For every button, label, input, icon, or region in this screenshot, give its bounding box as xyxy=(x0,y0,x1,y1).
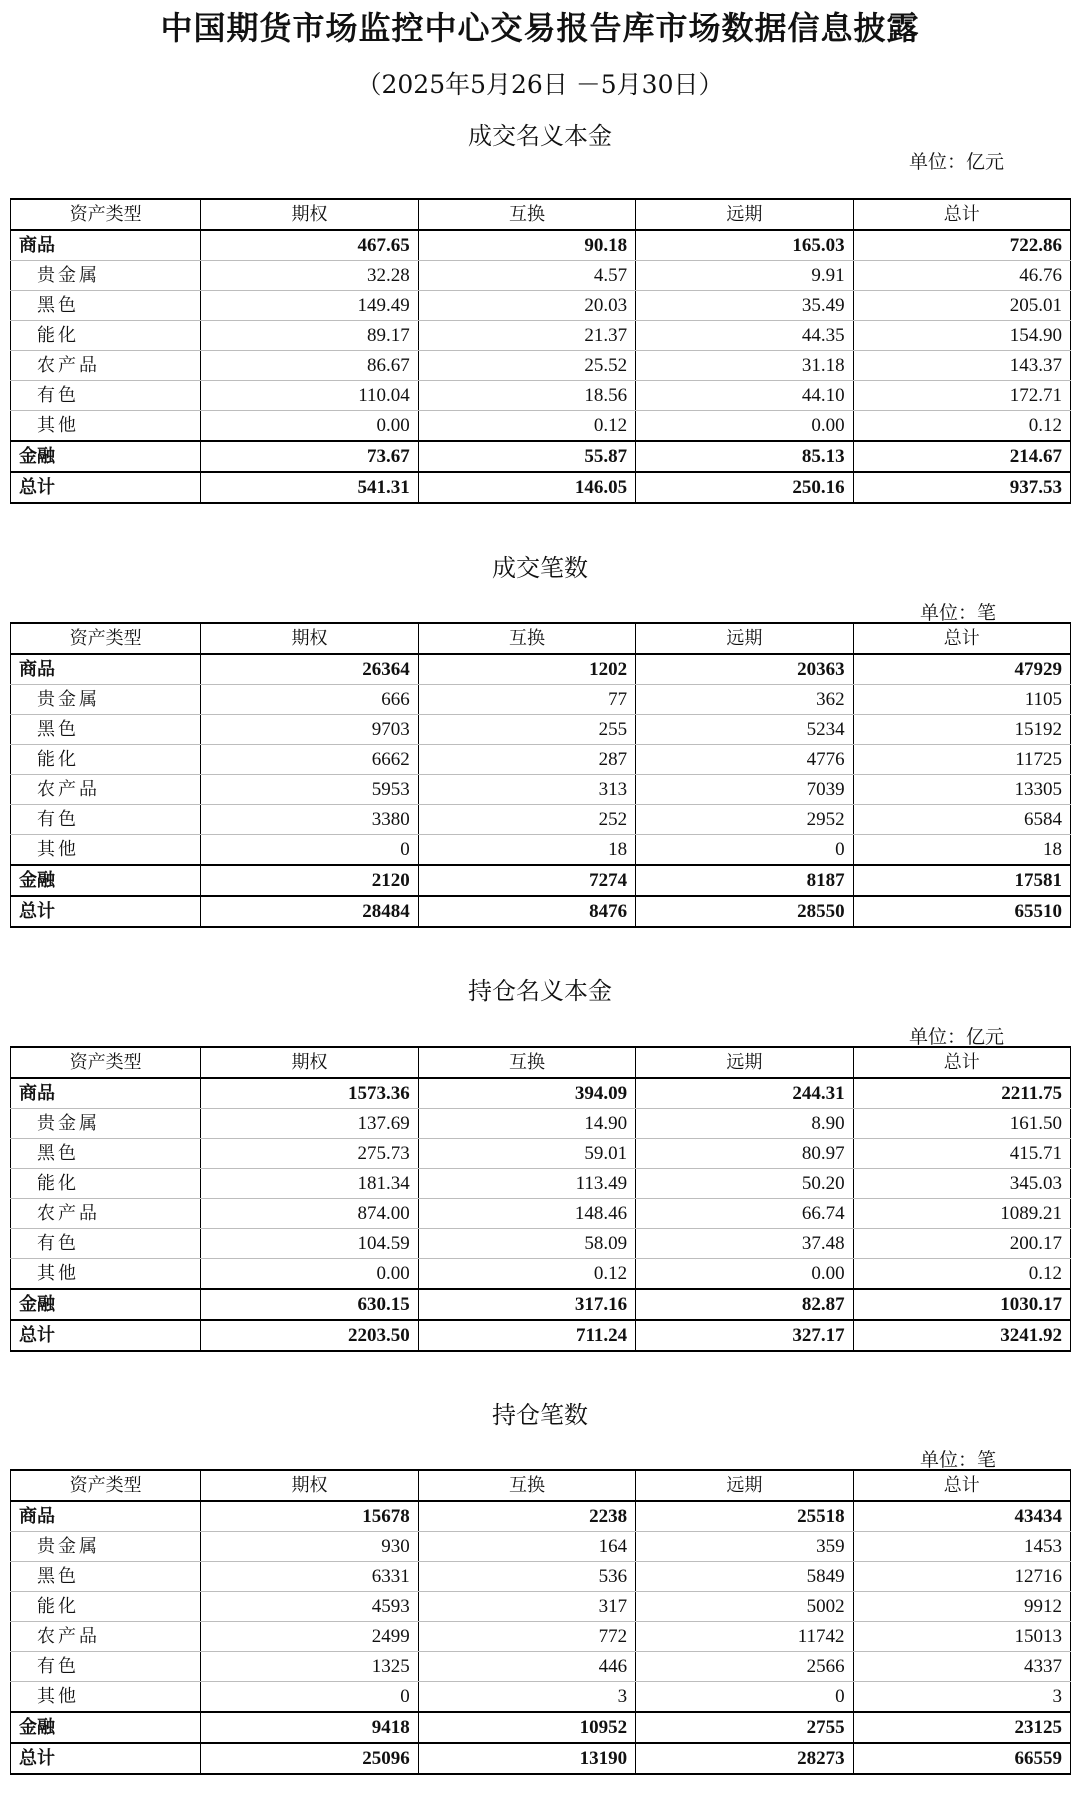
row-nonferrous xyxy=(11,805,1071,835)
value-cell: 252 xyxy=(418,805,635,835)
value-cell: 55.87 xyxy=(418,441,635,472)
value-cell: 3380 xyxy=(201,805,418,835)
value-cell: 143.37 xyxy=(853,351,1070,381)
row-nonferrous xyxy=(11,1229,1071,1259)
category-cell: 农产品 xyxy=(11,1199,201,1229)
value-cell: 20.03 xyxy=(418,291,635,321)
value-cell: 3 xyxy=(853,1682,1070,1713)
category-cell: 农产品 xyxy=(11,1622,201,1652)
value-cell: 359 xyxy=(636,1532,853,1562)
row-financial xyxy=(11,1712,1071,1743)
value-cell: 937.53 xyxy=(853,472,1070,503)
column-header: 期权 xyxy=(201,199,418,230)
value-cell: 6662 xyxy=(201,745,418,775)
row-precious-metals xyxy=(11,685,1071,715)
row-total xyxy=(11,1320,1071,1351)
category-cell: 黑色 xyxy=(11,715,201,745)
column-header: 资产类型 xyxy=(11,1047,201,1078)
value-cell: 8476 xyxy=(418,896,635,927)
category-cell: 其他 xyxy=(11,411,201,442)
value-cell: 26364 xyxy=(201,654,418,685)
category-cell: 商品 xyxy=(11,654,201,685)
row-total xyxy=(11,472,1071,503)
value-cell: 6331 xyxy=(201,1562,418,1592)
header-row xyxy=(11,1470,1071,1501)
header-row xyxy=(11,623,1071,654)
row-nonferrous xyxy=(11,1652,1071,1682)
category-cell: 总计 xyxy=(11,896,201,927)
value-cell: 13305 xyxy=(853,775,1070,805)
row-other xyxy=(11,1259,1071,1290)
section-title: 成交名义本金 xyxy=(468,122,612,150)
value-cell: 25096 xyxy=(201,1743,418,1774)
category-cell: 农产品 xyxy=(11,351,201,381)
row-ferrous xyxy=(11,1139,1071,1169)
column-header: 远期 xyxy=(636,623,853,654)
category-cell: 能化 xyxy=(11,321,201,351)
value-cell: 0.12 xyxy=(418,411,635,442)
category-cell: 农产品 xyxy=(11,775,201,805)
value-cell: 255 xyxy=(418,715,635,745)
row-agricultural xyxy=(11,775,1071,805)
value-cell: 8.90 xyxy=(636,1109,853,1139)
value-cell: 5849 xyxy=(636,1562,853,1592)
category-cell: 贵金属 xyxy=(11,1532,201,1562)
value-cell: 28484 xyxy=(201,896,418,927)
value-cell: 46.76 xyxy=(853,261,1070,291)
value-cell: 44.10 xyxy=(636,381,853,411)
value-cell: 18 xyxy=(853,835,1070,866)
category-cell: 有色 xyxy=(11,1652,201,1682)
value-cell: 244.31 xyxy=(636,1078,853,1109)
value-cell: 4593 xyxy=(201,1592,418,1622)
column-header: 资产类型 xyxy=(11,623,201,654)
value-cell: 31.18 xyxy=(636,351,853,381)
value-cell: 17581 xyxy=(853,865,1070,896)
value-cell: 2755 xyxy=(636,1712,853,1743)
value-cell: 164 xyxy=(418,1532,635,1562)
value-cell: 630.15 xyxy=(201,1289,418,1320)
value-cell: 0 xyxy=(636,835,853,866)
value-cell: 362 xyxy=(636,685,853,715)
value-cell: 59.01 xyxy=(418,1139,635,1169)
value-cell: 21.37 xyxy=(418,321,635,351)
value-cell: 154.90 xyxy=(853,321,1070,351)
value-cell: 467.65 xyxy=(201,230,418,261)
value-cell: 137.69 xyxy=(201,1109,418,1139)
row-financial xyxy=(11,865,1071,896)
category-cell: 其他 xyxy=(11,835,201,866)
category-cell: 贵金属 xyxy=(11,261,201,291)
category-cell: 黑色 xyxy=(11,1139,201,1169)
row-energy-chemicals xyxy=(11,1169,1071,1199)
column-header: 总计 xyxy=(853,1470,1070,1501)
value-cell: 4.57 xyxy=(418,261,635,291)
category-cell: 其他 xyxy=(11,1682,201,1713)
value-cell: 146.05 xyxy=(418,472,635,503)
value-cell: 82.87 xyxy=(636,1289,853,1320)
value-cell: 287 xyxy=(418,745,635,775)
value-cell: 66559 xyxy=(853,1743,1070,1774)
row-energy-chemicals xyxy=(11,321,1071,351)
category-cell: 金融 xyxy=(11,865,201,896)
value-cell: 66.74 xyxy=(636,1199,853,1229)
value-cell: 7039 xyxy=(636,775,853,805)
section-title: 持仓名义本金 xyxy=(468,977,612,1005)
unit-label: 单位：亿元 xyxy=(909,151,1005,173)
value-cell: 161.50 xyxy=(853,1109,1070,1139)
column-header: 总计 xyxy=(853,199,1070,230)
value-cell: 9.91 xyxy=(636,261,853,291)
value-cell: 214.67 xyxy=(853,441,1070,472)
category-cell: 商品 xyxy=(11,1078,201,1109)
page-title: 中国期货市场监控中心交易报告库市场数据信息披露 xyxy=(160,9,920,47)
value-cell: 80.97 xyxy=(636,1139,853,1169)
value-cell: 0 xyxy=(201,835,418,866)
column-header: 期权 xyxy=(201,623,418,654)
column-header: 互换 xyxy=(418,1470,635,1501)
value-cell: 11725 xyxy=(853,745,1070,775)
value-cell: 8187 xyxy=(636,865,853,896)
value-cell: 18 xyxy=(418,835,635,866)
value-cell: 15192 xyxy=(853,715,1070,745)
category-cell: 能化 xyxy=(11,1592,201,1622)
value-cell: 327.17 xyxy=(636,1320,853,1351)
value-cell: 1453 xyxy=(853,1532,1070,1562)
value-cell: 2238 xyxy=(418,1501,635,1532)
row-other xyxy=(11,835,1071,866)
value-cell: 2120 xyxy=(201,865,418,896)
row-agricultural xyxy=(11,351,1071,381)
value-cell: 32.28 xyxy=(201,261,418,291)
value-cell: 666 xyxy=(201,685,418,715)
value-cell: 6584 xyxy=(853,805,1070,835)
data-table xyxy=(10,622,1071,928)
value-cell: 28273 xyxy=(636,1743,853,1774)
category-cell: 金融 xyxy=(11,1712,201,1743)
value-cell: 65510 xyxy=(853,896,1070,927)
category-cell: 黑色 xyxy=(11,291,201,321)
category-cell: 黑色 xyxy=(11,1562,201,1592)
category-cell: 总计 xyxy=(11,1743,201,1774)
value-cell: 0.00 xyxy=(636,411,853,442)
value-cell: 722.86 xyxy=(853,230,1070,261)
category-cell: 金融 xyxy=(11,1289,201,1320)
row-commodity xyxy=(11,1501,1071,1532)
data-table xyxy=(10,1046,1071,1352)
value-cell: 0 xyxy=(201,1682,418,1713)
value-cell: 3241.92 xyxy=(853,1320,1070,1351)
value-cell: 275.73 xyxy=(201,1139,418,1169)
value-cell: 25.52 xyxy=(418,351,635,381)
row-commodity xyxy=(11,654,1071,685)
value-cell: 104.59 xyxy=(201,1229,418,1259)
value-cell: 317 xyxy=(418,1592,635,1622)
value-cell: 181.34 xyxy=(201,1169,418,1199)
value-cell: 0.00 xyxy=(201,1259,418,1290)
value-cell: 35.49 xyxy=(636,291,853,321)
section-title: 持仓笔数 xyxy=(492,1401,588,1429)
value-cell: 23125 xyxy=(853,1712,1070,1743)
value-cell: 0.12 xyxy=(418,1259,635,1290)
row-commodity xyxy=(11,1078,1071,1109)
header-row xyxy=(11,199,1071,230)
data-table xyxy=(10,198,1071,504)
value-cell: 446 xyxy=(418,1652,635,1682)
column-header: 期权 xyxy=(201,1470,418,1501)
value-cell: 541.31 xyxy=(201,472,418,503)
category-cell: 能化 xyxy=(11,1169,201,1199)
value-cell: 90.18 xyxy=(418,230,635,261)
value-cell: 13190 xyxy=(418,1743,635,1774)
column-header: 互换 xyxy=(418,623,635,654)
value-cell: 1573.36 xyxy=(201,1078,418,1109)
row-precious-metals xyxy=(11,1532,1071,1562)
value-cell: 12716 xyxy=(853,1562,1070,1592)
row-precious-metals xyxy=(11,261,1071,291)
value-cell: 200.17 xyxy=(853,1229,1070,1259)
value-cell: 37.48 xyxy=(636,1229,853,1259)
column-header: 期权 xyxy=(201,1047,418,1078)
value-cell: 0.12 xyxy=(853,411,1070,442)
column-header: 互换 xyxy=(418,1047,635,1078)
column-header: 互换 xyxy=(418,199,635,230)
value-cell: 3 xyxy=(418,1682,635,1713)
value-cell: 1202 xyxy=(418,654,635,685)
column-header: 总计 xyxy=(853,1047,1070,1078)
value-cell: 0.12 xyxy=(853,1259,1070,1290)
category-cell: 金融 xyxy=(11,441,201,472)
row-financial xyxy=(11,1289,1071,1320)
value-cell: 9912 xyxy=(853,1592,1070,1622)
row-energy-chemicals xyxy=(11,745,1071,775)
value-cell: 772 xyxy=(418,1622,635,1652)
category-cell: 贵金属 xyxy=(11,1109,201,1139)
value-cell: 148.46 xyxy=(418,1199,635,1229)
value-cell: 11742 xyxy=(636,1622,853,1652)
value-cell: 28550 xyxy=(636,896,853,927)
category-cell: 商品 xyxy=(11,230,201,261)
value-cell: 415.71 xyxy=(853,1139,1070,1169)
value-cell: 9703 xyxy=(201,715,418,745)
value-cell: 18.56 xyxy=(418,381,635,411)
value-cell: 85.13 xyxy=(636,441,853,472)
column-header: 远期 xyxy=(636,1470,853,1501)
row-other xyxy=(11,1682,1071,1713)
category-cell: 商品 xyxy=(11,1501,201,1532)
unit-label: 单位：笔 xyxy=(920,1449,997,1471)
row-agricultural xyxy=(11,1199,1071,1229)
value-cell: 711.24 xyxy=(418,1320,635,1351)
value-cell: 2566 xyxy=(636,1652,853,1682)
category-cell: 总计 xyxy=(11,472,201,503)
row-energy-chemicals xyxy=(11,1592,1071,1622)
category-cell: 有色 xyxy=(11,381,201,411)
value-cell: 47929 xyxy=(853,654,1070,685)
row-ferrous xyxy=(11,291,1071,321)
value-cell: 10952 xyxy=(418,1712,635,1743)
header-row xyxy=(11,1047,1071,1078)
column-header: 总计 xyxy=(853,623,1070,654)
row-financial xyxy=(11,441,1071,472)
value-cell: 0 xyxy=(636,1682,853,1713)
date-range: （2025年5月26日 －5月30日） xyxy=(356,70,724,99)
value-cell: 0.00 xyxy=(201,411,418,442)
category-cell: 有色 xyxy=(11,805,201,835)
unit-label: 单位：笔 xyxy=(920,602,997,624)
value-cell: 5002 xyxy=(636,1592,853,1622)
category-cell: 贵金属 xyxy=(11,685,201,715)
row-ferrous xyxy=(11,1562,1071,1592)
value-cell: 250.16 xyxy=(636,472,853,503)
column-header: 远期 xyxy=(636,1047,853,1078)
value-cell: 1105 xyxy=(853,685,1070,715)
value-cell: 149.49 xyxy=(201,291,418,321)
row-total xyxy=(11,896,1071,927)
row-nonferrous xyxy=(11,381,1071,411)
value-cell: 50.20 xyxy=(636,1169,853,1199)
value-cell: 9418 xyxy=(201,1712,418,1743)
value-cell: 73.67 xyxy=(201,441,418,472)
value-cell: 110.04 xyxy=(201,381,418,411)
value-cell: 43434 xyxy=(853,1501,1070,1532)
value-cell: 4776 xyxy=(636,745,853,775)
value-cell: 44.35 xyxy=(636,321,853,351)
column-header: 远期 xyxy=(636,199,853,230)
value-cell: 1325 xyxy=(201,1652,418,1682)
column-header: 资产类型 xyxy=(11,1470,201,1501)
value-cell: 874.00 xyxy=(201,1199,418,1229)
value-cell: 113.49 xyxy=(418,1169,635,1199)
value-cell: 2499 xyxy=(201,1622,418,1652)
value-cell: 394.09 xyxy=(418,1078,635,1109)
value-cell: 15678 xyxy=(201,1501,418,1532)
value-cell: 1030.17 xyxy=(853,1289,1070,1320)
unit-label: 单位：亿元 xyxy=(909,1026,1005,1048)
value-cell: 345.03 xyxy=(853,1169,1070,1199)
data-table xyxy=(10,1469,1071,1775)
value-cell: 5234 xyxy=(636,715,853,745)
value-cell: 313 xyxy=(418,775,635,805)
value-cell: 2211.75 xyxy=(853,1078,1070,1109)
row-ferrous xyxy=(11,715,1071,745)
value-cell: 930 xyxy=(201,1532,418,1562)
value-cell: 0.00 xyxy=(636,1259,853,1290)
value-cell: 20363 xyxy=(636,654,853,685)
value-cell: 1089.21 xyxy=(853,1199,1070,1229)
value-cell: 317.16 xyxy=(418,1289,635,1320)
value-cell: 86.67 xyxy=(201,351,418,381)
category-cell: 其他 xyxy=(11,1259,201,1290)
value-cell: 58.09 xyxy=(418,1229,635,1259)
value-cell: 172.71 xyxy=(853,381,1070,411)
value-cell: 25518 xyxy=(636,1501,853,1532)
value-cell: 77 xyxy=(418,685,635,715)
value-cell: 205.01 xyxy=(853,291,1070,321)
category-cell: 有色 xyxy=(11,1229,201,1259)
value-cell: 2203.50 xyxy=(201,1320,418,1351)
row-other xyxy=(11,411,1071,442)
row-agricultural xyxy=(11,1622,1071,1652)
row-commodity xyxy=(11,230,1071,261)
value-cell: 15013 xyxy=(853,1622,1070,1652)
value-cell: 5953 xyxy=(201,775,418,805)
value-cell: 4337 xyxy=(853,1652,1070,1682)
value-cell: 89.17 xyxy=(201,321,418,351)
row-total xyxy=(11,1743,1071,1774)
row-precious-metals xyxy=(11,1109,1071,1139)
value-cell: 7274 xyxy=(418,865,635,896)
column-header: 资产类型 xyxy=(11,199,201,230)
value-cell: 165.03 xyxy=(636,230,853,261)
value-cell: 14.90 xyxy=(418,1109,635,1139)
category-cell: 总计 xyxy=(11,1320,201,1351)
category-cell: 能化 xyxy=(11,745,201,775)
section-title: 成交笔数 xyxy=(492,554,588,582)
value-cell: 536 xyxy=(418,1562,635,1592)
value-cell: 2952 xyxy=(636,805,853,835)
